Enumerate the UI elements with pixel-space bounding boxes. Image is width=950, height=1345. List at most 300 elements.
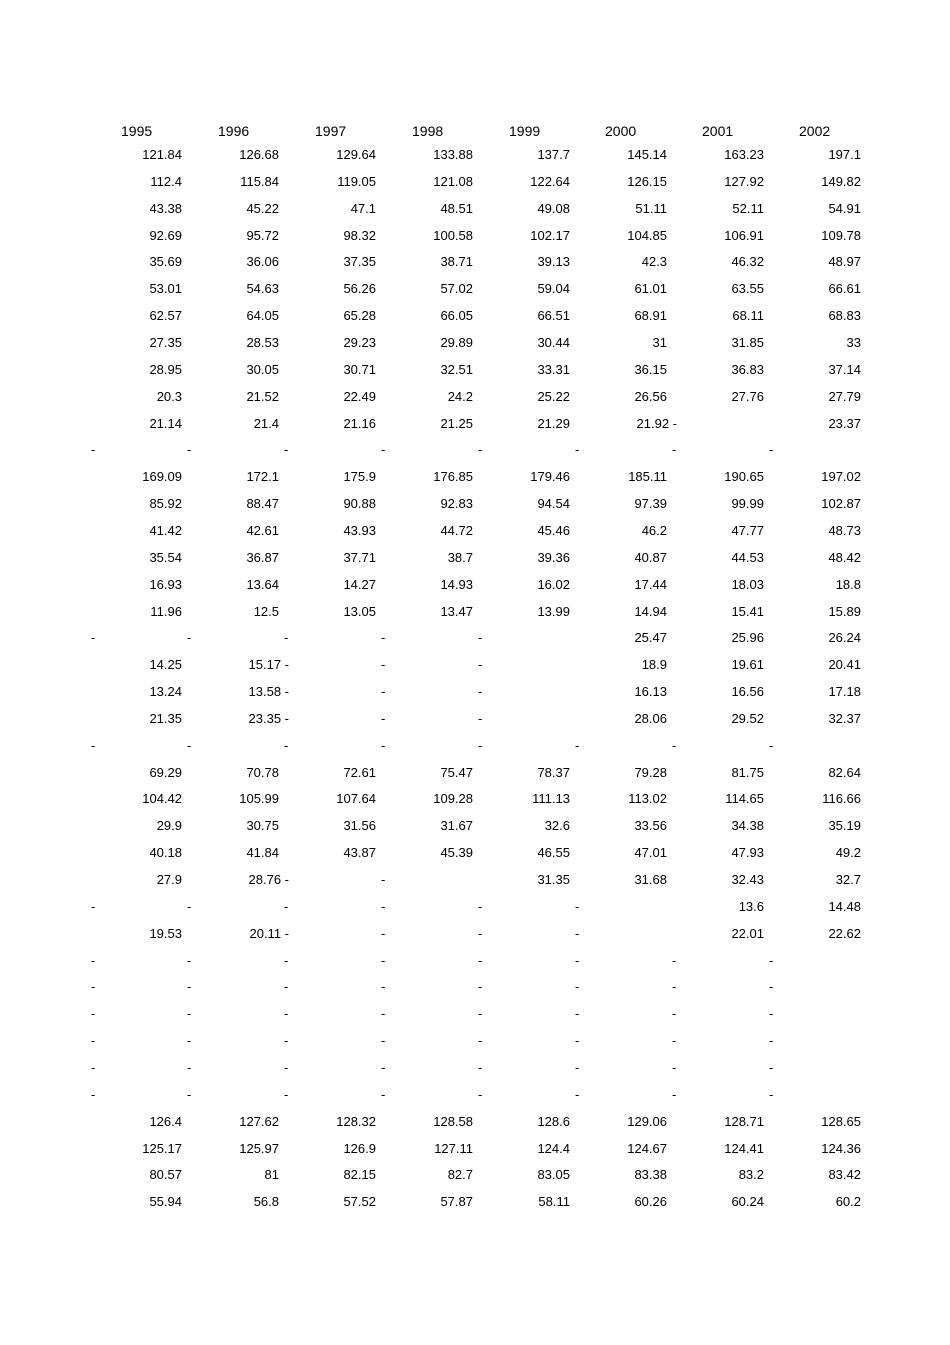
missing-value-dash: - <box>381 952 386 968</box>
table-cell: 40.87 <box>634 549 667 565</box>
table-cell: 83.2 <box>738 1167 764 1183</box>
table-row <box>0 333 950 360</box>
missing-value-dash: - <box>381 630 386 646</box>
table-cell: 66.61 <box>828 281 861 297</box>
missing-value-dash: - <box>284 442 289 458</box>
table-cell: 58.11 <box>538 1194 570 1210</box>
table-cell: 15.41 <box>731 603 764 619</box>
table-cell: 48.97 <box>828 254 861 270</box>
year-header: 2000 <box>605 123 637 139</box>
table-cell: 49.08 <box>537 200 570 216</box>
table-cell: 83.38 <box>634 1167 667 1183</box>
table-cell: 41.84 <box>246 845 279 861</box>
table-cell: 65.28 <box>343 308 376 324</box>
table-cell: 11.96 <box>150 603 182 619</box>
table-cell: 176.85 <box>433 469 473 485</box>
table-cell: 32.43 <box>731 872 764 887</box>
table-cell: 40.18 <box>149 845 182 861</box>
table-cell: 28.53 <box>246 335 279 350</box>
table-cell: 20.3 <box>156 388 182 404</box>
table-cell: 39.36 <box>537 549 570 565</box>
table-cell: 46.55 <box>537 845 570 861</box>
table-row <box>0 521 950 548</box>
table-cell: 125.17 <box>142 1140 182 1156</box>
missing-value-dash: - <box>575 979 580 995</box>
table-cell: 61.01 <box>634 281 667 297</box>
missing-value-dash: - <box>91 630 96 646</box>
table-cell: 16.56 <box>731 684 764 699</box>
missing-value-dash: - <box>478 442 483 458</box>
table-cell: 92.69 <box>149 227 182 243</box>
table-cell: 62.57 <box>149 308 182 324</box>
table-cell: 128.58 <box>433 1113 473 1129</box>
table-cell: 127.11 <box>434 1140 473 1156</box>
table-cell: 31.68 <box>634 872 667 887</box>
table-cell: 37.71 <box>343 549 376 565</box>
table-cell: 25.47 <box>634 630 667 646</box>
missing-value-dash: - <box>381 737 386 753</box>
year-header: 1998 <box>412 123 444 139</box>
table-cell: 27.35 <box>149 335 182 350</box>
table-cell: 126.9 <box>343 1140 376 1156</box>
table-cell: 22.62 <box>828 925 861 941</box>
table-row <box>0 763 950 790</box>
missing-value-dash: - <box>478 710 483 726</box>
table-cell: 47.93 <box>731 845 764 861</box>
missing-value-dash: - <box>478 630 483 646</box>
table-cell: 47.77 <box>731 522 764 538</box>
table-row <box>0 816 950 843</box>
table-cell: 113.02 <box>628 791 667 807</box>
table-row <box>0 1004 950 1031</box>
table-cell: 114.65 <box>725 791 764 807</box>
table-cell: 13.58 - <box>248 684 289 699</box>
table-cell: 106.91 <box>724 227 764 243</box>
table-cell: 99.99 <box>731 496 764 512</box>
table-row <box>0 467 950 494</box>
table-cell: 102.17 <box>530 227 570 243</box>
table-cell: 34.38 <box>731 818 764 834</box>
table-cell: 28.76 - <box>248 872 289 887</box>
table-cell: 104.42 <box>142 791 182 807</box>
year-header: 1996 <box>218 123 250 139</box>
table-row <box>0 709 950 736</box>
table-cell: 44.53 <box>731 549 764 565</box>
table-cell: 124.4 <box>537 1140 570 1156</box>
table-row <box>0 628 950 655</box>
table-cell: 60.2 <box>835 1194 861 1210</box>
table-cell: 179.46 <box>530 469 570 485</box>
table-row <box>0 736 950 763</box>
table-cell: 27.76 <box>731 388 764 404</box>
table-cell: 21.35 <box>149 710 182 726</box>
table-cell: 27.9 <box>156 872 182 887</box>
table-cell: 20.41 <box>828 657 861 673</box>
missing-value-dash: - <box>91 898 96 914</box>
table-cell: 54.63 <box>246 281 279 297</box>
table-row <box>0 870 950 897</box>
table-cell: 45.46 <box>537 522 570 538</box>
table-cell: 104.85 <box>627 227 667 243</box>
table-row <box>0 924 950 951</box>
missing-value-dash: - <box>769 1059 774 1075</box>
table-cell: 185.11 <box>628 469 667 485</box>
missing-value-dash: - <box>575 1086 580 1102</box>
table-row <box>0 440 950 467</box>
table-cell: 36.06 <box>246 254 279 270</box>
table-cell: 48.73 <box>828 522 861 538</box>
table-cell: 20.11 - <box>249 925 289 941</box>
table-cell: 80.57 <box>149 1167 182 1183</box>
table-cell: 46.32 <box>731 254 764 270</box>
table-cell: 30.05 <box>246 361 279 377</box>
table-cell: 124.67 <box>627 1140 667 1156</box>
table-cell: 126.4 <box>149 1113 182 1129</box>
table-cell: 33 <box>846 335 861 350</box>
table-cell: 51.11 <box>635 200 667 216</box>
year-header: 1999 <box>509 123 541 139</box>
table-row <box>0 843 950 870</box>
missing-value-dash: - <box>769 442 774 458</box>
table-row <box>0 145 950 172</box>
missing-value-dash: - <box>284 737 289 753</box>
table-row <box>0 414 950 441</box>
table-cell: 119.05 <box>337 173 376 189</box>
table-cell: 32.37 <box>828 710 861 726</box>
table-cell: 47.01 <box>634 845 667 861</box>
missing-value-dash: - <box>381 442 386 458</box>
table-cell: 90.88 <box>343 496 376 512</box>
table-cell: 145.14 <box>627 147 667 162</box>
table-cell: 68.83 <box>828 308 861 324</box>
table-cell: 14.27 <box>343 576 376 592</box>
table-cell: 12.5 <box>253 603 279 619</box>
table-row <box>0 252 950 279</box>
table-cell: 55.94 <box>149 1194 182 1210</box>
missing-value-dash: - <box>478 898 483 914</box>
table-cell: 47.1 <box>350 200 376 216</box>
table-cell: 21.52 <box>246 388 279 404</box>
table-cell: 49.2 <box>835 845 861 861</box>
table-cell: 60.26 <box>634 1194 667 1210</box>
missing-value-dash: - <box>381 925 386 941</box>
table-cell: 29.52 <box>731 710 764 726</box>
missing-value-dash: - <box>91 952 96 968</box>
missing-value-dash: - <box>478 952 483 968</box>
table-cell: 43.38 <box>149 200 182 216</box>
missing-value-dash: - <box>91 1033 96 1049</box>
table-cell: 48.42 <box>828 549 861 565</box>
table-cell: 72.61 <box>343 764 376 780</box>
table-cell: 63.55 <box>731 281 764 297</box>
missing-value-dash: - <box>187 1006 192 1022</box>
missing-value-dash: - <box>381 898 386 914</box>
table-cell: 128.6 <box>537 1113 570 1129</box>
table-cell: 28.95 <box>149 361 182 377</box>
table-cell: 59.04 <box>537 281 570 297</box>
table-cell: 31.85 <box>731 335 764 350</box>
table-cell: 13.64 <box>246 576 279 592</box>
table-row <box>0 1058 950 1085</box>
year-header: 1997 <box>315 123 347 139</box>
table-cell: 42.61 <box>246 522 279 538</box>
table-cell: 127.62 <box>239 1113 279 1129</box>
missing-value-dash: - <box>672 979 677 995</box>
table-row <box>0 548 950 575</box>
table-cell: 38.7 <box>447 549 473 565</box>
table-cell: 169.09 <box>142 469 182 485</box>
table-cell: 82.7 <box>447 1167 473 1183</box>
table-cell: 57.02 <box>440 281 473 297</box>
missing-value-dash: - <box>187 898 192 914</box>
table-cell: 16.93 <box>149 576 182 592</box>
table-cell: 112.4 <box>150 173 182 189</box>
missing-value-dash: - <box>284 1086 289 1102</box>
missing-value-dash: - <box>187 952 192 968</box>
table-cell: 124.36 <box>821 1140 861 1156</box>
missing-value-dash: - <box>381 1086 386 1102</box>
table-cell: 95.72 <box>246 227 279 243</box>
table-cell: 26.56 <box>634 388 667 404</box>
missing-value-dash: - <box>187 1086 192 1102</box>
table-row <box>0 951 950 978</box>
table-cell: 30.44 <box>537 335 570 350</box>
table-cell: 45.39 <box>440 845 473 861</box>
table-cell: 13.47 <box>440 603 473 619</box>
table-cell: 97.39 <box>634 496 667 512</box>
table-cell: 57.52 <box>343 1194 376 1210</box>
table-cell: 32.6 <box>544 818 570 834</box>
table-cell: 19.61 <box>731 657 764 673</box>
table-cell: 44.72 <box>440 522 473 538</box>
table-cell: 43.93 <box>343 522 376 538</box>
table-cell: 16.13 <box>634 684 667 699</box>
missing-value-dash: - <box>672 1006 677 1022</box>
table-cell: 70.78 <box>246 764 279 780</box>
missing-value-dash: - <box>769 979 774 995</box>
table-cell: 124.41 <box>724 1140 764 1156</box>
missing-value-dash: - <box>575 898 580 914</box>
missing-value-dash: - <box>769 1033 774 1049</box>
table-row <box>0 1192 950 1219</box>
table-cell: 14.94 <box>634 603 667 619</box>
table-cell: 116.66 <box>822 791 861 807</box>
table-cell: 21.92 - <box>636 415 677 431</box>
table-cell: 83.42 <box>828 1167 861 1183</box>
table-cell: 35.54 <box>149 549 182 565</box>
table-cell: 54.91 <box>828 200 861 216</box>
missing-value-dash: - <box>769 1086 774 1102</box>
table-cell: 82.15 <box>343 1167 376 1183</box>
table-cell: 31.56 <box>343 818 376 834</box>
missing-value-dash: - <box>478 1086 483 1102</box>
table-cell: 133.88 <box>433 147 473 162</box>
table-cell: 81 <box>264 1167 279 1183</box>
table-cell: 15.17 - <box>248 657 289 673</box>
missing-value-dash: - <box>381 710 386 726</box>
table-cell: 127.92 <box>724 173 764 189</box>
table-cell: 48.51 <box>440 200 473 216</box>
table-cell: 35.69 <box>149 254 182 270</box>
table-cell: 175.9 <box>343 469 376 485</box>
table-cell: 190.65 <box>724 469 764 485</box>
table-cell: 102.87 <box>821 496 861 512</box>
table-cell: 16.02 <box>537 576 570 592</box>
table-cell: 64.05 <box>246 308 279 324</box>
table-cell: 53.01 <box>149 281 182 297</box>
table-cell: 23.35 - <box>248 710 289 726</box>
table-cell: 172.1 <box>246 469 279 485</box>
table-row <box>0 172 950 199</box>
table-cell: 56.26 <box>343 281 376 297</box>
table-cell: 21.14 <box>149 415 182 431</box>
missing-value-dash: - <box>284 1006 289 1022</box>
table-cell: 31 <box>652 335 667 350</box>
table-row <box>0 279 950 306</box>
missing-value-dash: - <box>478 1006 483 1022</box>
table-cell: 37.14 <box>828 361 861 377</box>
missing-value-dash: - <box>381 1033 386 1049</box>
table-cell: 29.9 <box>156 818 182 834</box>
table-cell: 33.56 <box>634 818 667 834</box>
table-cell: 79.28 <box>634 764 667 780</box>
missing-value-dash: - <box>381 872 386 887</box>
table-cell: 56.8 <box>253 1194 279 1210</box>
table-cell: 69.29 <box>149 764 182 780</box>
missing-value-dash: - <box>672 952 677 968</box>
missing-value-dash: - <box>381 1006 386 1022</box>
table-cell: 42.3 <box>641 254 667 270</box>
table-cell: 13.6 <box>738 898 764 914</box>
table-cell: 32.51 <box>440 361 473 377</box>
table-cell: 163.23 <box>724 147 764 162</box>
table-row <box>0 977 950 1004</box>
table-cell: 149.82 <box>821 173 861 189</box>
table-cell: 29.23 <box>343 335 376 350</box>
table-cell: 13.05 <box>343 603 376 619</box>
table-row <box>0 575 950 602</box>
table-cell: 66.51 <box>537 308 570 324</box>
table-cell: 125.97 <box>239 1140 279 1156</box>
table-row <box>0 602 950 629</box>
missing-value-dash: - <box>284 1059 289 1075</box>
missing-value-dash: - <box>381 684 386 699</box>
missing-value-dash: - <box>478 684 483 699</box>
missing-value-dash: - <box>187 1059 192 1075</box>
missing-value-dash: - <box>187 979 192 995</box>
table-cell: 197.02 <box>821 469 861 485</box>
missing-value-dash: - <box>381 1059 386 1075</box>
table-cell: 68.91 <box>634 308 667 324</box>
table-row <box>0 655 950 682</box>
table-row <box>0 1085 950 1112</box>
table-cell: 137.7 <box>537 147 570 162</box>
missing-value-dash: - <box>575 925 580 941</box>
missing-value-dash: - <box>284 898 289 914</box>
table-row <box>0 682 950 709</box>
table-cell: 78.37 <box>537 764 570 780</box>
table-cell: 17.18 <box>828 684 861 699</box>
table-cell: 22.49 <box>343 388 376 404</box>
table-cell: 68.11 <box>732 308 764 324</box>
missing-value-dash: - <box>769 1006 774 1022</box>
table-cell: 21.16 <box>343 415 376 431</box>
table-cell: 36.15 <box>634 361 667 377</box>
table-cell: 128.71 <box>724 1113 764 1129</box>
table-cell: 111.13 <box>532 791 570 807</box>
table-cell: 18.8 <box>835 576 861 592</box>
missing-value-dash: - <box>284 1033 289 1049</box>
table-cell: 30.75 <box>246 818 279 834</box>
table-cell: 21.29 <box>537 415 570 431</box>
missing-value-dash: - <box>478 657 483 673</box>
missing-value-dash: - <box>381 657 386 673</box>
table-cell: 27.79 <box>828 388 861 404</box>
table-cell: 33.31 <box>537 361 570 377</box>
missing-value-dash: - <box>91 737 96 753</box>
missing-value-dash: - <box>187 737 192 753</box>
missing-value-dash: - <box>187 442 192 458</box>
table-cell: 82.64 <box>828 764 861 780</box>
table-cell: 18.9 <box>641 657 667 673</box>
missing-value-dash: - <box>91 1006 96 1022</box>
missing-value-dash: - <box>284 630 289 646</box>
missing-value-dash: - <box>284 952 289 968</box>
table-cell: 129.06 <box>627 1113 667 1129</box>
table-cell: 26.24 <box>828 630 861 646</box>
table-cell: 122.64 <box>530 173 570 189</box>
table-cell: 121.08 <box>433 173 473 189</box>
table-cell: 23.37 <box>828 415 861 431</box>
table-cell: 24.2 <box>447 388 473 404</box>
table-cell: 88.47 <box>246 496 279 512</box>
table-cell: 17.44 <box>634 576 667 592</box>
table-cell: 109.78 <box>821 227 861 243</box>
table-row <box>0 789 950 816</box>
table-cell: 81.75 <box>731 764 764 780</box>
table-cell: 115.84 <box>240 173 279 189</box>
table-cell: 92.83 <box>440 496 473 512</box>
missing-value-dash: - <box>91 979 96 995</box>
table-cell: 18.03 <box>731 576 764 592</box>
table-cell: 75.47 <box>440 764 473 780</box>
table-cell: 43.87 <box>343 845 376 861</box>
missing-value-dash: - <box>575 1006 580 1022</box>
year-header: 1995 <box>121 123 153 139</box>
table-cell: 128.32 <box>336 1113 376 1129</box>
table-cell: 100.58 <box>433 227 473 243</box>
table-cell: 13.99 <box>537 603 570 619</box>
missing-value-dash: - <box>187 630 192 646</box>
missing-value-dash: - <box>769 952 774 968</box>
table-cell: 14.25 <box>149 657 182 673</box>
table-cell: 35.19 <box>828 818 861 834</box>
year-header: 2001 <box>702 123 734 139</box>
table-cell: 36.87 <box>246 549 279 565</box>
missing-value-dash: - <box>575 952 580 968</box>
table-cell: 22.01 <box>731 925 764 941</box>
table-cell: 15.89 <box>828 603 861 619</box>
missing-value-dash: - <box>284 979 289 995</box>
table-cell: 36.83 <box>731 361 764 377</box>
missing-value-dash: - <box>91 1059 96 1075</box>
table-cell: 52.11 <box>732 200 764 216</box>
table-cell: 85.92 <box>149 496 182 512</box>
table-cell: 28.06 <box>634 710 667 726</box>
missing-value-dash: - <box>672 1086 677 1102</box>
missing-value-dash: - <box>478 1033 483 1049</box>
missing-value-dash: - <box>575 442 580 458</box>
